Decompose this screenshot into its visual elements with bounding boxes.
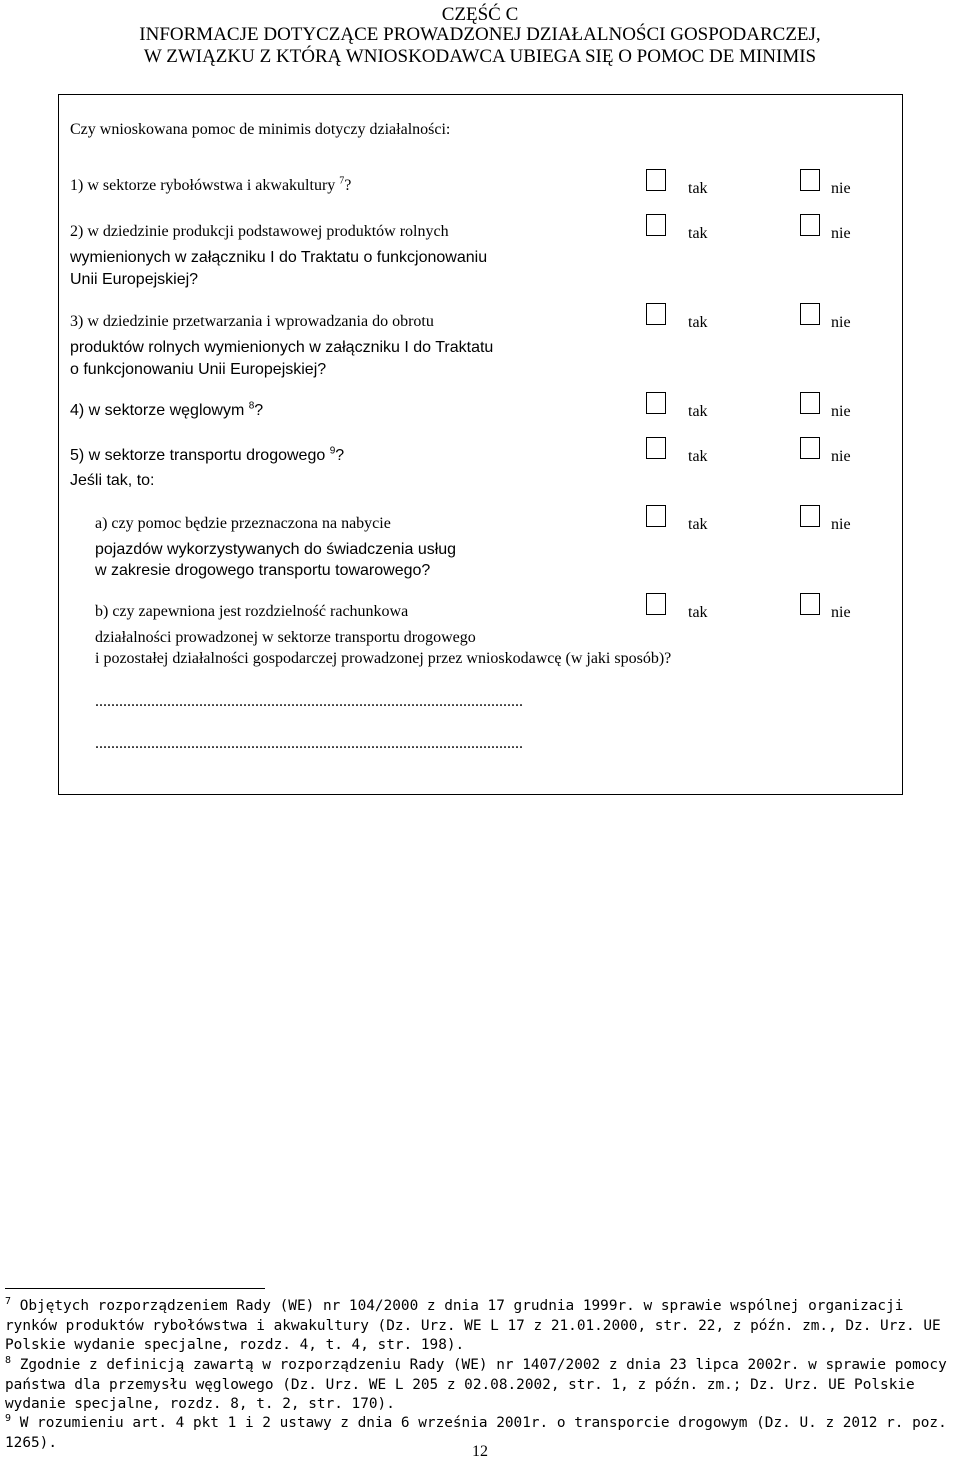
q1-nie-label: nie	[831, 180, 851, 197]
qa-tak-label: tak	[688, 516, 708, 533]
part-title: CZĘŚĆ C	[441, 4, 519, 25]
question-a-line2: pojazdów wykorzystywanych do świadczenia usług	[95, 541, 457, 558]
q5-nie-checkbox[interactable]	[800, 437, 820, 459]
q1-nie-checkbox[interactable]	[800, 169, 820, 191]
question-b-line3: i pozostałej działalności gospodarczej prowadzonej przez wnioskodawcę (w jaki sposób)?	[95, 650, 672, 667]
answer-line-1[interactable]: ...........................................................................................................	[95, 693, 523, 710]
q4-nie-label: nie	[831, 403, 851, 420]
q5-nie-label: nie	[831, 448, 851, 465]
question-a-line3: w zakresie drogowego transportu towarowego?	[95, 562, 431, 579]
q2-tak-label: tak	[688, 225, 708, 242]
qb-nie-checkbox[interactable]	[800, 593, 820, 615]
question-3-line3: o funkcjonowaniu Unii Europejskiej?	[70, 361, 327, 378]
qb-tak-checkbox[interactable]	[646, 593, 666, 615]
footnote-separator	[5, 1288, 265, 1289]
q5-tak-checkbox[interactable]	[646, 437, 666, 459]
question-b-line1: b) czy zapewniona jest rozdzielność rachunkowa	[95, 603, 409, 620]
footnote-7: $^7$ Objętych rozporządzeniem Rady (WE) nr 104/2000 z dnia 17 grudnia 1999r. w sprawie wspólnej organizacji rynków produktów rybołówstwa i akwakultury (Dz. Urz. WE L 17 z 21.01.2000, str. 22, z późn. zm., Dz. Urz. UE Polskie wydanie specjalne, rozdz. 4, t. 4, str. 198).	[5, 1296, 941, 1353]
question-4: 4) w sektorze węglowym $^8$?	[70, 400, 264, 419]
qa-nie-label: nie	[831, 516, 851, 533]
answer-line-2[interactable]: ...........................................................................................................	[95, 735, 523, 752]
q3-tak-label: tak	[688, 314, 708, 331]
question-a-line1: a) czy pomoc będzie przeznaczona na nabycie	[95, 515, 391, 532]
question-2-line3: Unii Europejskiej?	[70, 271, 199, 288]
question-3-line1: 3) w dziedzinie przetwarzania i wprowadzania do obrotu	[70, 313, 434, 330]
question-b-line2: działalności prowadzonej w sektorze transportu drogowego	[95, 629, 476, 646]
if-yes-label: Jeśli tak, to:	[70, 472, 155, 489]
q2-tak-checkbox[interactable]	[646, 214, 666, 236]
q4-tak-label: tak	[688, 403, 708, 420]
footnote-9: $^9$ W rozumieniu art. 4 pkt 1 i 2 ustawy z dnia 6 września 2001r. o transporcie drogowym (Dz. U. z 2012 r. poz. 1265).	[5, 1413, 947, 1451]
page-number: 12	[472, 1443, 488, 1460]
question-2-line2: wymienionych w załączniku I do Traktatu o funkcjonowaniu	[70, 249, 488, 266]
qb-tak-label: tak	[688, 604, 708, 621]
q3-nie-label: nie	[831, 314, 851, 331]
question-5: 5) w sektorze transportu drogowego $^9$?	[70, 445, 345, 464]
question-1: 1) w sektorze rybołówstwa i akwakultury $^7$?	[70, 175, 352, 194]
q3-nie-checkbox[interactable]	[800, 303, 820, 325]
q5-tak-label: tak	[688, 448, 708, 465]
question-2-line1: 2) w dziedzinie produkcji podstawowej produktów rolnych	[70, 223, 449, 240]
footnote-8: $^8$ Zgodnie z definicją zawartą w rozporządzeniu Rady (WE) nr 1407/2002 z dnia 23 lipca 2002r. w sprawie pomocy państwa dla przemysłu węglowego (Dz. Urz. WE L 205 z 02.08.2002, str. 1, z późn. zm.; Dz. Urz. UE Polskie wydanie specjalne, rozdz. 8, t. 2, str. 170).	[5, 1355, 947, 1412]
qb-nie-label: nie	[831, 604, 851, 621]
q2-nie-checkbox[interactable]	[800, 214, 820, 236]
question-3-line2: produktów rolnych wymienionych w załączniku I do Traktatu	[70, 339, 494, 356]
q2-nie-label: nie	[831, 225, 851, 242]
qa-tak-checkbox[interactable]	[646, 505, 666, 527]
section-title-line2: W ZWIĄZKU Z KTÓRĄ WNIOSKODAWCA UBIEGA SIĘ O POMOC DE MINIMIS	[143, 46, 817, 67]
intro-question: Czy wnioskowana pomoc de minimis dotyczy działalności:	[70, 121, 451, 138]
q1-tak-checkbox[interactable]	[646, 169, 666, 191]
q4-nie-checkbox[interactable]	[800, 392, 820, 414]
qa-nie-checkbox[interactable]	[800, 505, 820, 527]
q4-tak-checkbox[interactable]	[646, 392, 666, 414]
q3-tak-checkbox[interactable]	[646, 303, 666, 325]
q1-tak-label: tak	[688, 180, 708, 197]
section-title-line1: INFORMACJE DOTYCZĄCE PROWADZONEJ DZIAŁALNOŚCI GOSPODARCZEJ,	[139, 24, 821, 45]
